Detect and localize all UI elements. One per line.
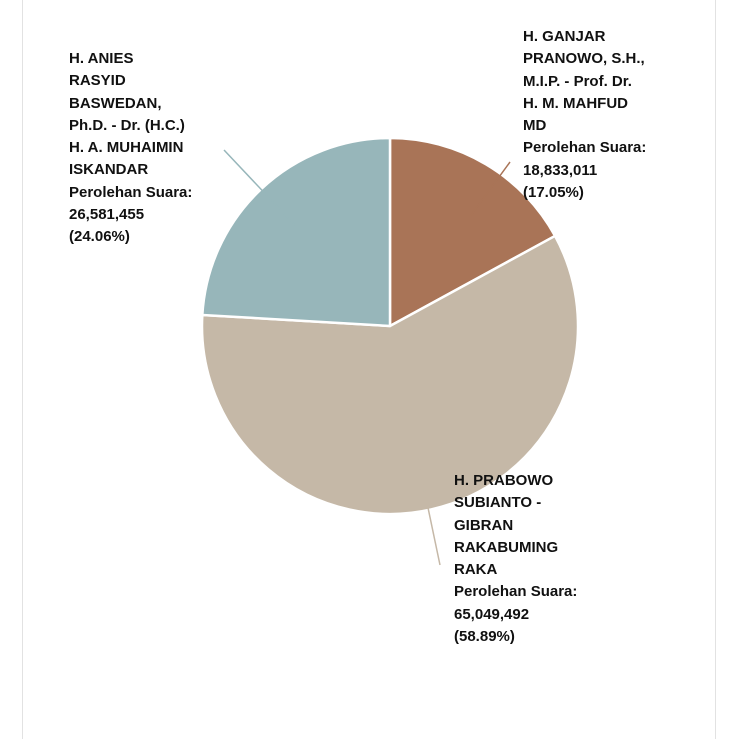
vote-caption: Perolehan Suara: xyxy=(523,139,647,157)
candidate-name-line: H. ANIES xyxy=(69,50,134,67)
vote-count: 18,833,011 xyxy=(523,161,598,179)
candidate-name-line: M.I.P. - Prof. Dr. xyxy=(523,72,632,90)
vote-count: 26,581,455 xyxy=(69,206,145,224)
candidate-name-line: SUBIANTO - xyxy=(454,494,542,512)
candidate-name-line: H. GANJAR xyxy=(523,28,606,45)
candidate-name-line: RAKABUMING xyxy=(454,538,559,556)
candidate-name-line: H. PRABOWO xyxy=(454,472,554,489)
vote-percent: (24.06%) xyxy=(69,228,130,246)
slice-label-prabowo xyxy=(454,470,577,648)
candidate-name-line: H. M. MAHFUD xyxy=(523,94,628,112)
pie-slice-anies xyxy=(202,138,390,326)
candidate-name-line: MD xyxy=(523,117,547,135)
slice-label-anies xyxy=(69,48,192,249)
candidate-name-line: PRANOWO, S.H., xyxy=(523,50,645,68)
candidate-name-line: Ph.D. - Dr. (H.C.) xyxy=(69,116,185,134)
vote-percent: (58.89%) xyxy=(454,628,515,646)
vote-count: 65,049,492 xyxy=(454,605,530,623)
candidate-name-line: RAKA xyxy=(454,561,498,579)
candidate-name-line: H. A. MUHAIMIN xyxy=(69,139,184,157)
vote-caption: Perolehan Suara: xyxy=(454,583,578,601)
slice-label-ganjar xyxy=(523,26,646,204)
vote-percent: (17.05%) xyxy=(523,184,584,202)
candidate-name-line: ISKANDAR xyxy=(69,161,149,179)
candidate-name-line: RASYID xyxy=(69,72,126,90)
vote-caption: Perolehan Suara: xyxy=(69,183,193,201)
candidate-name-line: GIBRAN xyxy=(454,516,514,534)
candidate-name-line: BASWEDAN, xyxy=(69,94,162,112)
